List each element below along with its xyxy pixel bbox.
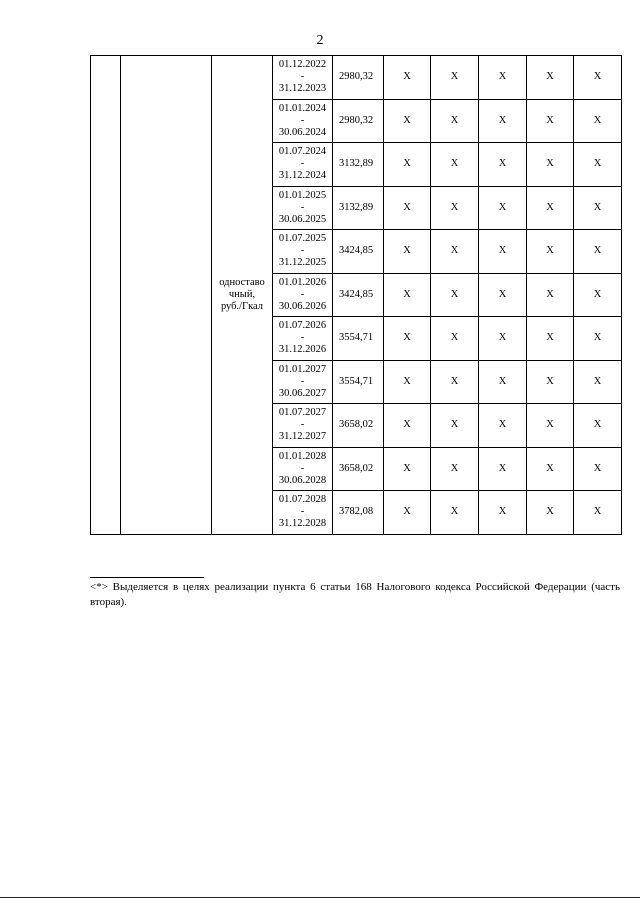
mark-cell: X	[479, 56, 527, 100]
tariff-value-cell: 3132,89	[333, 186, 384, 230]
mark-cell: X	[431, 56, 479, 100]
period-start: 01.01.2027	[278, 363, 327, 375]
period-cell	[273, 99, 333, 143]
mark-cell: X	[527, 317, 574, 361]
period-start: 01.07.2027	[278, 407, 327, 419]
period-start: 01.01.2026	[278, 276, 327, 288]
tariff-value-cell: 3554,71	[333, 317, 384, 361]
period-cell	[273, 273, 333, 317]
tariff-value-cell: 3658,02	[333, 404, 384, 448]
period-sep: -	[300, 245, 305, 257]
mark-cell: X	[384, 99, 431, 143]
mark-cell: X	[384, 186, 431, 230]
period-sep: -	[300, 419, 305, 431]
tariff-value-cell: 2980,32	[333, 99, 384, 143]
period-cell	[273, 404, 333, 448]
period-sep: -	[300, 158, 305, 170]
period-start: 01.01.2024	[278, 102, 327, 114]
mark-cell: X	[574, 99, 622, 143]
period-end: 30.06.2024	[278, 126, 327, 138]
row-number-cell	[91, 56, 121, 535]
mark-cell: X	[574, 230, 622, 274]
period-cell	[273, 491, 333, 535]
mark-cell: X	[479, 99, 527, 143]
period-end: 31.12.2026	[278, 344, 327, 356]
tariff-type-line: одноставо	[219, 276, 265, 288]
mark-cell: X	[479, 230, 527, 274]
mark-cell: X	[431, 404, 479, 448]
period-end: 31.12.2027	[278, 431, 327, 443]
mark-cell: X	[527, 143, 574, 187]
tariff-value-cell: 3424,85	[333, 273, 384, 317]
period-start: 01.01.2025	[278, 189, 327, 201]
mark-cell: X	[384, 491, 431, 535]
mark-cell: X	[479, 143, 527, 187]
period-start: 01.01.2028	[278, 450, 327, 462]
mark-cell: X	[574, 273, 622, 317]
tariff-value-cell: 3782,08	[333, 491, 384, 535]
mark-cell: X	[527, 186, 574, 230]
period-start: 01.07.2028	[278, 494, 327, 506]
mark-cell: X	[527, 447, 574, 491]
mark-cell: X	[527, 491, 574, 535]
page-bottom-edge	[0, 897, 640, 898]
period-end: 30.06.2026	[278, 300, 327, 312]
mark-cell: X	[384, 56, 431, 100]
period-start: 01.07.2025	[278, 233, 327, 245]
mark-cell: X	[384, 360, 431, 404]
tariff-table	[90, 55, 622, 535]
mark-cell: X	[384, 317, 431, 361]
period-sep: -	[300, 506, 305, 518]
mark-cell: X	[384, 404, 431, 448]
period-end: 30.06.2028	[278, 474, 327, 486]
mark-cell: X	[431, 99, 479, 143]
mark-cell: X	[431, 447, 479, 491]
mark-cell: X	[574, 56, 622, 100]
tariff-value-cell: 3658,02	[333, 447, 384, 491]
period-sep: -	[300, 375, 305, 387]
table-row	[91, 56, 622, 100]
period-sep: -	[300, 462, 305, 474]
tariff-value-cell: 3554,71	[333, 360, 384, 404]
period-cell	[273, 447, 333, 491]
page-number: 2	[316, 33, 324, 48]
mark-cell: X	[574, 317, 622, 361]
mark-cell: X	[574, 360, 622, 404]
tariff-type-line: чный,	[228, 288, 256, 300]
mark-cell: X	[574, 186, 622, 230]
mark-cell: X	[527, 99, 574, 143]
period-end: 31.12.2028	[278, 518, 327, 530]
period-cell	[273, 186, 333, 230]
organization-cell	[121, 56, 212, 535]
tariff-value-cell: 3132,89	[333, 143, 384, 187]
tariff-type-line: руб./Гкал	[220, 300, 264, 312]
period-end: 31.12.2025	[278, 257, 327, 269]
mark-cell: X	[384, 143, 431, 187]
tariff-table-body	[91, 56, 622, 535]
mark-cell: X	[384, 447, 431, 491]
period-sep: -	[300, 201, 305, 213]
mark-cell: X	[527, 404, 574, 448]
period-cell	[273, 56, 333, 100]
mark-cell: X	[431, 491, 479, 535]
footnote: <*> Выделяется в целях реализации пункта 6 статьи 168 Налогового кодекса Российской Федерации (часть вторая).	[90, 581, 620, 608]
mark-cell: X	[479, 186, 527, 230]
period-cell	[273, 317, 333, 361]
period-start: 01.12.2022	[278, 59, 327, 71]
tariff-value-cell: 2980,32	[333, 56, 384, 100]
mark-cell: X	[574, 404, 622, 448]
mark-cell: X	[527, 56, 574, 100]
mark-cell: X	[574, 491, 622, 535]
mark-cell: X	[479, 447, 527, 491]
mark-cell: X	[431, 186, 479, 230]
mark-cell: X	[574, 143, 622, 187]
mark-cell: X	[384, 273, 431, 317]
period-cell	[273, 230, 333, 274]
period-cell	[273, 143, 333, 187]
tariff-type-cell	[212, 56, 273, 535]
mark-cell: X	[479, 491, 527, 535]
mark-cell: X	[479, 317, 527, 361]
period-cell	[273, 360, 333, 404]
mark-cell: X	[574, 447, 622, 491]
period-start: 01.07.2026	[278, 320, 327, 332]
mark-cell: X	[527, 273, 574, 317]
period-end: 31.12.2023	[278, 83, 327, 95]
period-sep: -	[300, 288, 305, 300]
mark-cell: X	[431, 273, 479, 317]
tariff-value-cell: 3424,85	[333, 230, 384, 274]
period-sep: -	[300, 114, 305, 126]
period-end: 30.06.2027	[278, 387, 327, 399]
mark-cell: X	[527, 360, 574, 404]
mark-cell: X	[527, 230, 574, 274]
period-sep: -	[300, 332, 305, 344]
mark-cell: X	[431, 360, 479, 404]
period-start: 01.07.2024	[278, 146, 327, 158]
period-sep: -	[300, 71, 305, 83]
mark-cell: X	[479, 404, 527, 448]
mark-cell: X	[431, 230, 479, 274]
mark-cell: X	[431, 143, 479, 187]
mark-cell: X	[479, 360, 527, 404]
period-end: 31.12.2024	[278, 170, 327, 182]
mark-cell: X	[479, 273, 527, 317]
mark-cell: X	[431, 317, 479, 361]
period-end: 30.06.2025	[278, 213, 327, 225]
mark-cell: X	[384, 230, 431, 274]
footnote-divider	[90, 577, 204, 578]
